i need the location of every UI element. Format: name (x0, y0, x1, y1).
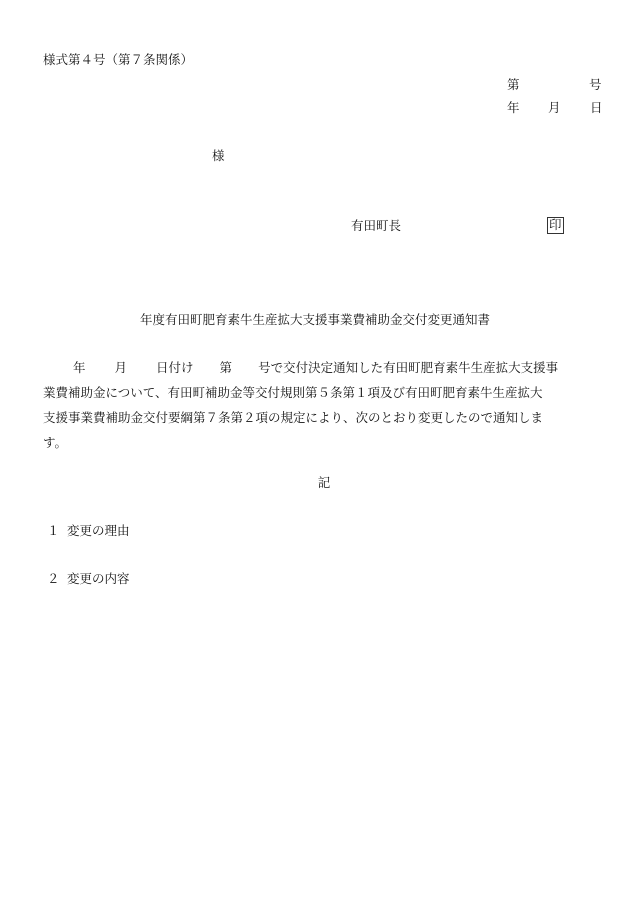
body-paragraph (43, 355, 605, 455)
date-day-label: 日 (590, 100, 603, 115)
body-line-1-rest: 号で交付決定通知した有田町肥育素牛生産拡大支援事 (258, 360, 559, 375)
list-item (47, 573, 130, 586)
item-number: １ (47, 523, 60, 538)
recipient-honorific: 様 (212, 148, 225, 163)
date-month-label: 月 (548, 100, 561, 115)
body-line-3: 支援事業費補助金交付要綱第７条第２項の規定により、次のとおり変更したので通知しま (43, 410, 544, 425)
date-year-label: 年 (507, 100, 520, 115)
body-day-label: 日付け (156, 360, 194, 375)
list-item (47, 525, 130, 538)
body-year-label: 年 (73, 360, 86, 375)
body-line-1 (43, 355, 605, 380)
doc-number-suffix: 号 (589, 77, 602, 92)
item-number: ２ (47, 571, 60, 586)
body-line-2: 業費補助金について、有田町補助金等交付規則第５条第１項及び有田町肥育素牛生産拡大 (43, 385, 543, 400)
ki-heading: 記 (317, 475, 331, 490)
item-label: 変更の内容 (67, 571, 130, 586)
form-number: 様式第４号（第７条関係） (43, 52, 194, 67)
document-title: 年度有田町肥育素牛生産拡大支援事業費補助金交付変更通知書 (139, 312, 490, 327)
doc-number-prefix: 第 (507, 77, 520, 92)
item-label: 変更の理由 (67, 523, 130, 538)
body-month-label: 月 (114, 360, 128, 375)
body-line-4: す。 (43, 435, 68, 450)
seal-mark: 印 (549, 217, 562, 232)
issuer-name: 有田町長 (351, 218, 402, 233)
body-dai-label: 第 (219, 360, 233, 375)
